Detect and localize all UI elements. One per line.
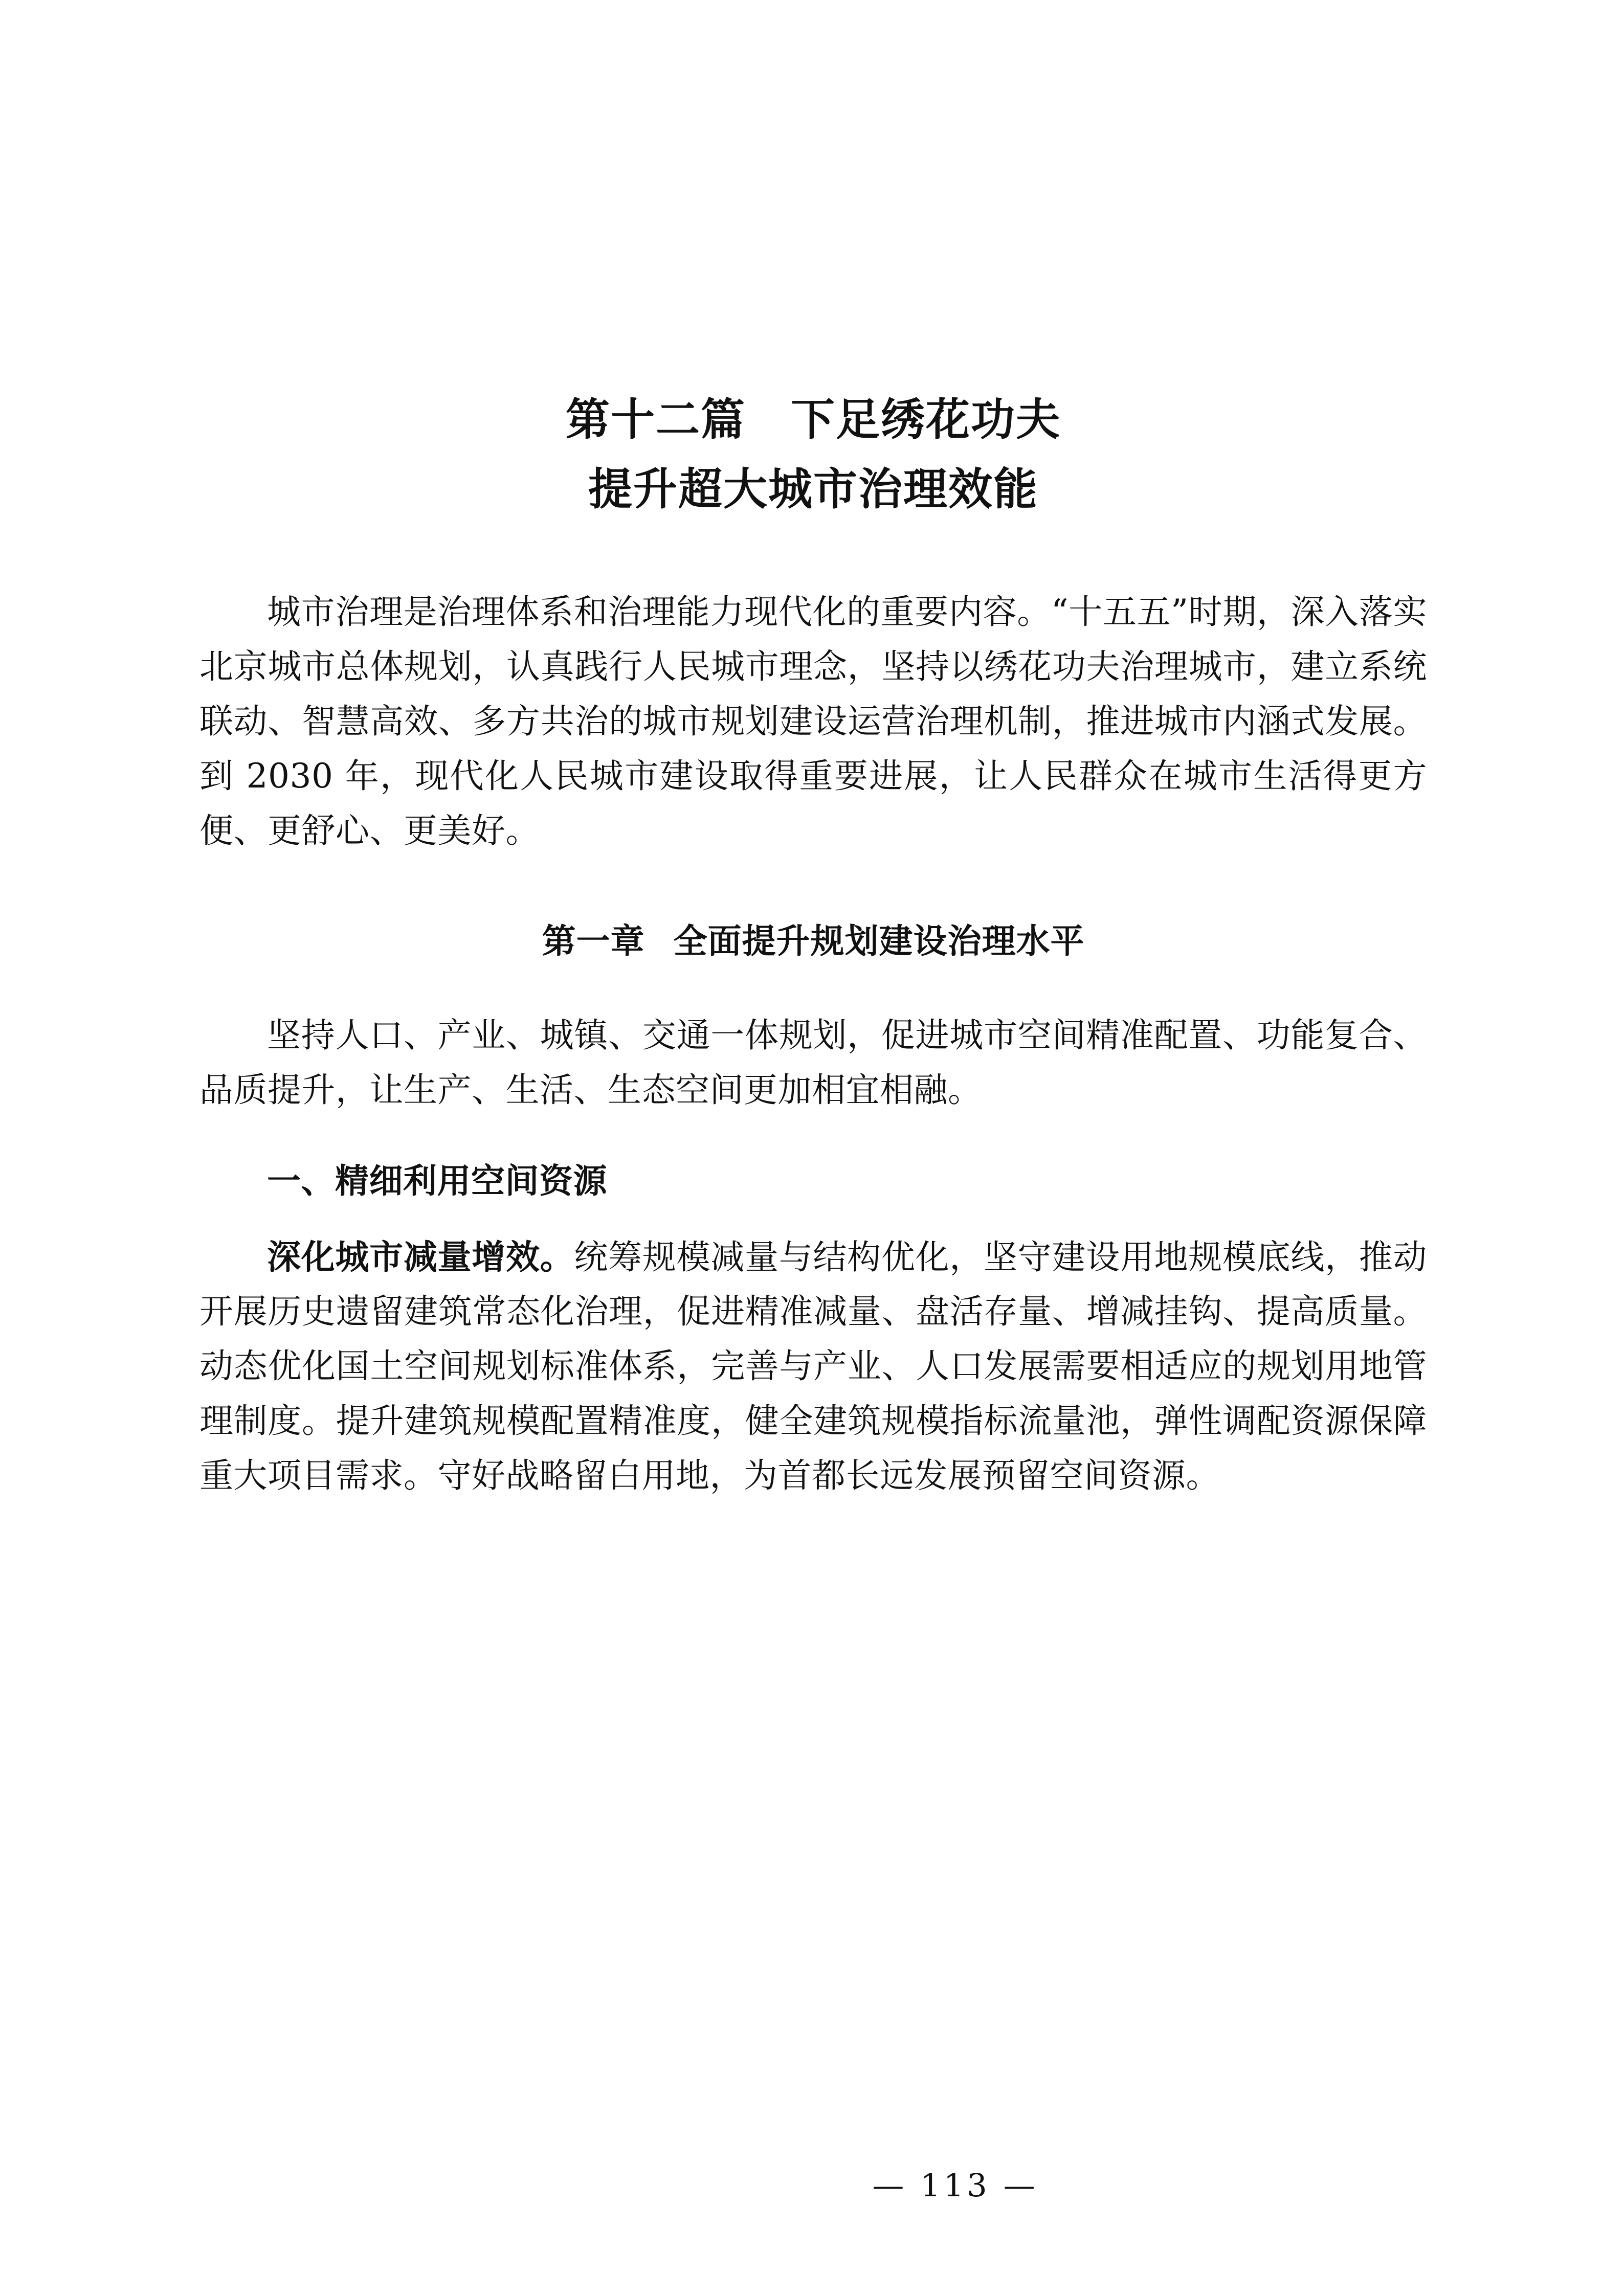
page-content bbox=[199, 389, 1427, 1503]
page-title-line-1: 第十二篇 下足绣花功夫 bbox=[566, 394, 1061, 445]
footer-page-number: 113 bbox=[920, 2167, 990, 2204]
chapter-title: 全面提升规划建设治理水平 bbox=[673, 921, 1085, 961]
section-heading: 一、精细利用空间资源 bbox=[267, 1161, 607, 1201]
footer-dash-left: — bbox=[872, 2167, 907, 2204]
page-title-line-2: 提升超大城市治理效能 bbox=[588, 463, 1038, 515]
chapter-paragraph: 坚持人口、产业、城镇、交通一体规划，促进城市空间精准配置、功能复合、品质提升，让生产、生活、生态空间更加相宜相融。 bbox=[199, 1015, 1427, 1110]
section-paragraph-body: 统筹规模减量与结构优化，坚守建设用地规模底线，推动开展历史遗留建筑常态化治理，促进精准减量、盘活存量、增减挂钩、提高质量。动态优化国土空间规划标准体系，完善与产业、人口发展需要相适应的规划用地管理制度。提升建筑规模配置精准度，健全建筑规模指标流量池，弹性调配资源保障重大项目需求。守好战略留白用地，为首都长远发展预留空间资源。 bbox=[199, 1237, 1428, 1496]
lead-paragraph: 城市治理是治理体系和治理能力现代化的重要内容。“十五五”时期，深入落实北京城市总体规划，认真践行人民城市理念，坚持以绣花功夫治理城市，建立系统联动、智慧高效、多方共治的城市规划建设运营治理机制，推进城市内涵式发展。到 2030 年，现代化人民城市建设取得重要进展，让人民群众在城市生活得更方便、更舒心、更美好。 bbox=[199, 592, 1427, 850]
section-paragraph-lead: 深化城市减量增效。 bbox=[267, 1236, 574, 1277]
footer-dash-right: — bbox=[1003, 2167, 1038, 2204]
page-title bbox=[199, 389, 1427, 521]
chapter-number: 第一章 bbox=[542, 921, 645, 961]
chapter-heading bbox=[199, 916, 1427, 966]
page-footer bbox=[0, 2167, 1624, 2204]
section-paragraph bbox=[199, 1230, 1427, 1504]
